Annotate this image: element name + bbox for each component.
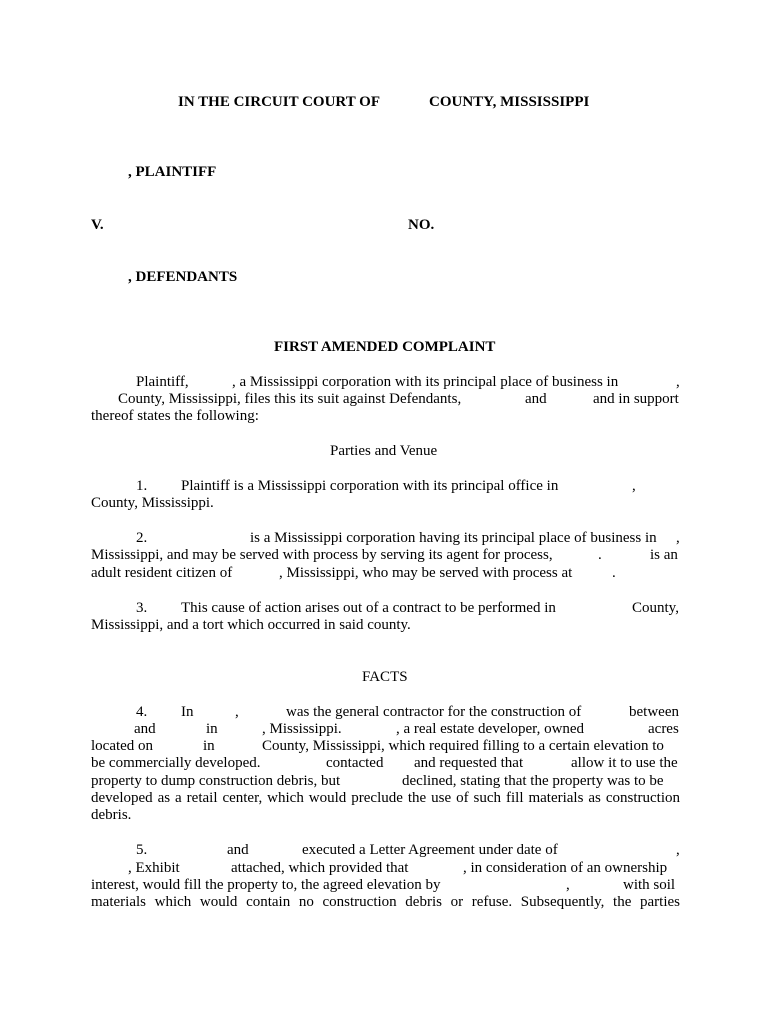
intro-text: and in support xyxy=(593,391,679,407)
paragraph-text: between xyxy=(629,704,679,720)
paragraph-text: Plaintiff is a Mississippi corporation with its principal office in xyxy=(181,478,559,494)
paragraph-text: . xyxy=(598,547,602,563)
paragraph-text: , Exhibit xyxy=(128,860,180,876)
paragraph-text: property to dump construction debris, but xyxy=(91,773,341,789)
paragraph-number: 3. xyxy=(136,600,148,616)
paragraph-text: Mississippi, and a tort which occurred in said county. xyxy=(91,617,411,633)
paragraph-text: executed a Letter Agreement under date of xyxy=(302,842,558,858)
court-caption-right: COUNTY, MISSISSIPPI xyxy=(429,94,590,110)
paragraph-text: adult resident citizen of xyxy=(91,565,233,581)
paragraph-text: , xyxy=(235,704,239,720)
paragraph-text: is an xyxy=(650,547,678,563)
paragraph-text: attached, which provided that xyxy=(231,860,409,876)
paragraph-number: 5. xyxy=(136,842,148,858)
paragraph-text: contacted xyxy=(326,755,384,771)
paragraph-text: County, Mississippi, which required filling to a certain elevation to xyxy=(262,738,664,754)
paragraph-text: , Mississippi, who may be served with process at xyxy=(279,565,573,581)
paragraph-text: , xyxy=(566,877,570,893)
paragraph-text: , Mississippi. xyxy=(262,721,342,737)
paragraph-text: with soil xyxy=(623,877,676,893)
paragraph-text: This cause of action arises out of a contract to be performed in xyxy=(181,600,556,616)
paragraph-text: and requested that xyxy=(414,755,524,771)
intro-text: thereof states the following: xyxy=(91,408,259,424)
paragraph-text: materials which would contain no construction debris or refuse. Subsequently, the parties xyxy=(91,894,680,910)
paragraph-text: , a real estate developer, owned xyxy=(396,721,585,737)
paragraph-text: , xyxy=(676,530,680,546)
paragraph-text: acres xyxy=(648,721,679,737)
court-caption-left: IN THE CIRCUIT COURT OF xyxy=(178,94,381,110)
paragraph-text: County, Mississippi. xyxy=(91,495,214,511)
paragraph-text: . xyxy=(612,565,616,581)
paragraph-number: 2. xyxy=(136,530,148,546)
paragraph-text: debris. xyxy=(91,807,132,823)
intro-text: , a Mississippi corporation with its principal place of business in xyxy=(232,374,619,390)
paragraph-text: in xyxy=(203,738,215,754)
section-heading: FACTS xyxy=(362,669,408,685)
paragraph-text: and xyxy=(227,842,249,858)
case-number-label: NO. xyxy=(408,217,435,233)
paragraph-number: 4. xyxy=(136,704,148,720)
intro-text: Plaintiff, xyxy=(136,374,189,390)
paragraph-text: declined, stating that the property was to be xyxy=(402,773,664,789)
paragraph-text: developed as a retail center, which would preclude the use of such fill materials as construction xyxy=(91,790,680,806)
paragraph-text: is a Mississippi corporation having its principal place of business in xyxy=(250,530,657,546)
paragraph-number: 1. xyxy=(136,478,148,494)
paragraph-text: , xyxy=(632,478,636,494)
paragraph-text: and xyxy=(134,721,156,737)
paragraph-text: interest, would fill the property to, the agreed elevation by xyxy=(91,877,441,893)
paragraph-text: Mississippi, and may be served with process by serving its agent for process, xyxy=(91,547,553,563)
paragraph-text: , in consideration of an ownership xyxy=(463,860,668,876)
paragraph-text: , xyxy=(676,842,680,858)
paragraph-text: County, xyxy=(632,600,679,616)
section-heading: Parties and Venue xyxy=(330,443,438,459)
intro-text: County, Mississippi, files this its suit against Defendants, xyxy=(118,391,462,407)
versus-label: V. xyxy=(91,217,104,233)
defendants-label: , DEFENDANTS xyxy=(128,269,238,285)
paragraph-text: located on xyxy=(91,738,154,754)
paragraph-text: allow it to use the xyxy=(571,755,678,771)
paragraph-text: In xyxy=(181,704,194,720)
intro-text: , xyxy=(676,374,680,390)
paragraph-text: be commercially developed. xyxy=(91,755,261,771)
intro-text: and xyxy=(525,391,547,407)
paragraph-text: was the general contractor for the construction of xyxy=(286,704,582,720)
plaintiff-label: , PLAINTIFF xyxy=(128,164,217,180)
paragraph-text: in xyxy=(206,721,218,737)
document-title: FIRST AMENDED COMPLAINT xyxy=(274,339,496,355)
